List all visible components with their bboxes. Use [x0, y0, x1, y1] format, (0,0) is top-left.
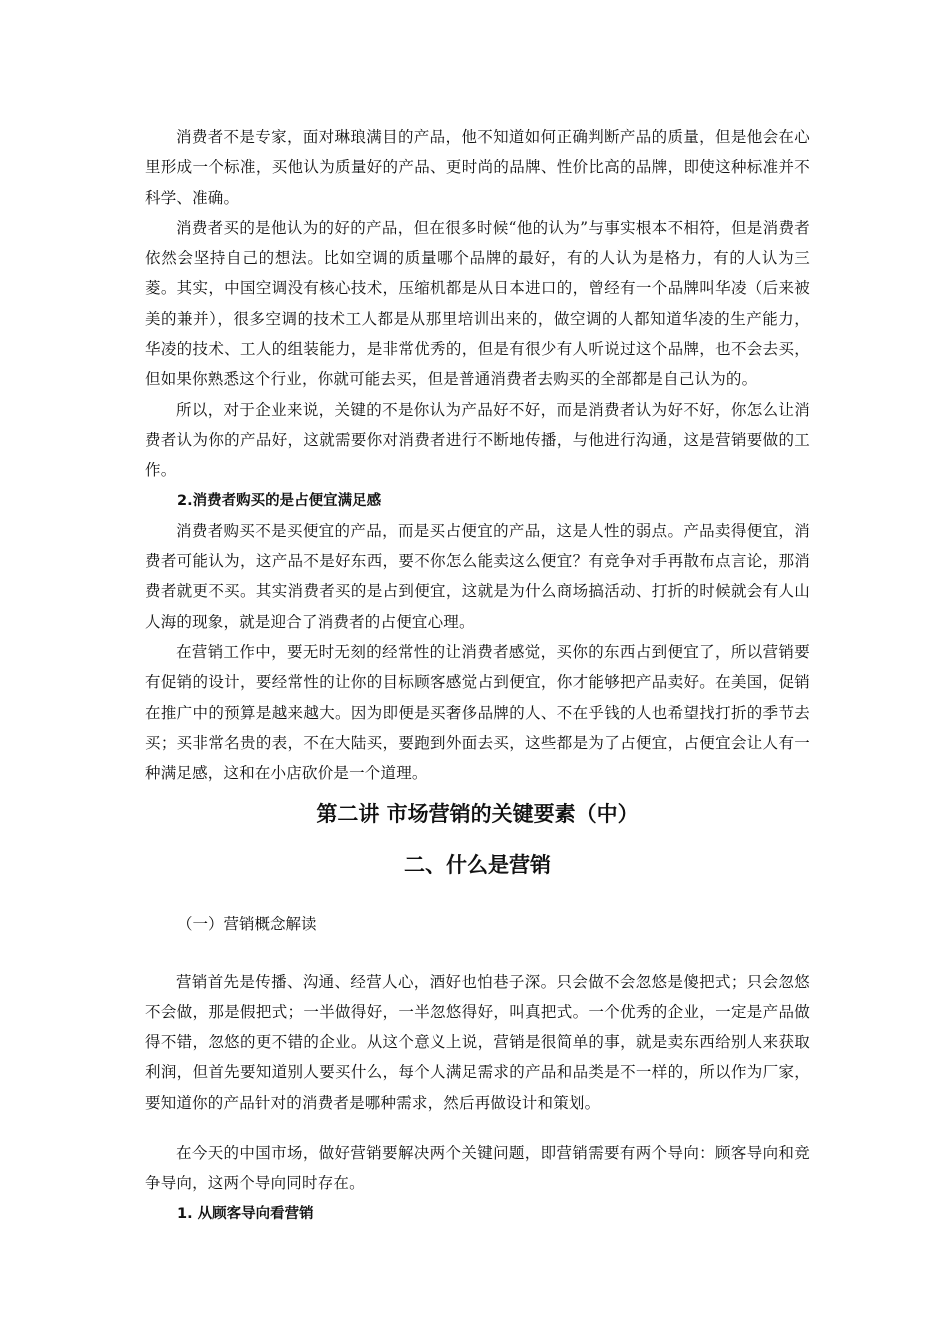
spacer: [145, 945, 810, 967]
paragraph: 营销首先是传播、沟通、经营人心，酒好也怕巷子深。只会做不会忽悠是傻把式；只会忽悠不会做，那是假把式；一半做得好，一半忽悠得好，叫真把式。一个优秀的企业，一定是产品做得不错，忽悠的更不错的企业。从这个意义上说，营销是很简单的事，就是卖东西给别人来获取利润，但首先要知道别人要买什么，每个人满足需求的产品和品类是不一样的，所以作为厂家，要知道你的产品针对的消费者是哪种需求，然后再做设计和策划。: [145, 972, 810, 1112]
paragraph: 消费者买的是他认为的好的产品，但在很多时候“他的认为”与事实根本不相符，但是消费者依然会坚持自己的想法。比如空调的质量哪个品牌的最好，有的人认为是格力，有的人认为三菱。其实，中国空调没有核心技术，压缩机都是从日本进口的，曾经有一个品牌叫华凌（后来被美的兼并），很多空调的技术工人都是从那里培训出来的，做空调的人都知道华凌的生产能力，华凌的技术、工人的组装能力，是非常优秀的，但是有很少有人听说过这个品牌，也不会去买，但如果你熟悉这个行业，你就可能去买，但是普通消费者去购买的全部都是自己认为的。: [145, 218, 810, 389]
document-body: [145, 122, 810, 1229]
paragraph: 在营销工作中，要无时无刻的经常性的让消费者感觉，买你的东西占到便宜了，所以营销要有促销的设计，要经常性的让你的目标顾客感觉占到便宜，你才能够把产品卖好。在美国，促销在推广中的预算是越来越大。因为即便是买奢侈品牌的人、不在乎钱的人也希望找打折的季节去买；买非常名贵的表，不在大陆买，要跑到外面去买，这些都是为了占便宜，占便宜会让人有一种满足感，这和在小店砍价是一个道理。: [145, 643, 810, 783]
paragraph: 消费者不是专家，面对琳琅满目的产品，他不知道如何正确判断产品的质量，但是他会在心里形成一个标准，买他认为质量好的产品、更时尚的品牌、性价比高的品牌，即使这种标准并不科学、准确。: [145, 128, 810, 207]
lecture-title: 第二讲 市场营销的关键要素（中）: [316, 801, 639, 826]
paragraph: 所以，对于企业来说，关键的不是你认为产品好不好，而是消费者认为好不好，你怎么让消费者认为你的产品好，这就需要你对消费者进行不断地传播，与他进行沟通，这是营销要做的工作。: [145, 400, 810, 480]
paragraph: 在今天的中国市场，做好营销要解决两个关键问题，即营销需要有两个导向：顾客导向和竞争导向，这两个导向同时存在。: [145, 1144, 810, 1193]
paragraph: 消费者购买不是买便宜的产品，而是买占便宜的产品，这是人性的弱点。产品卖得便宜，消费者可能认为，这产品不是好东西，要不你怎么能卖这么便宜？有竞争对手再散布点言论，那消费者就更不买。其实消费者买的是占到便宜，这就是为什么商场搞活动、打折的时候就会有人山人海的现象，就是迎合了消费者的占便宜心理。: [145, 521, 810, 631]
subheading: 2.消费者购买的是占便宜满足感: [177, 492, 382, 509]
section-subheading: （一）营销概念解读: [177, 914, 317, 933]
spacer: [145, 1118, 810, 1138]
section-title: 二、什么是营销: [404, 852, 551, 877]
subheading: 1. 从顾客导向看营销: [177, 1205, 314, 1222]
